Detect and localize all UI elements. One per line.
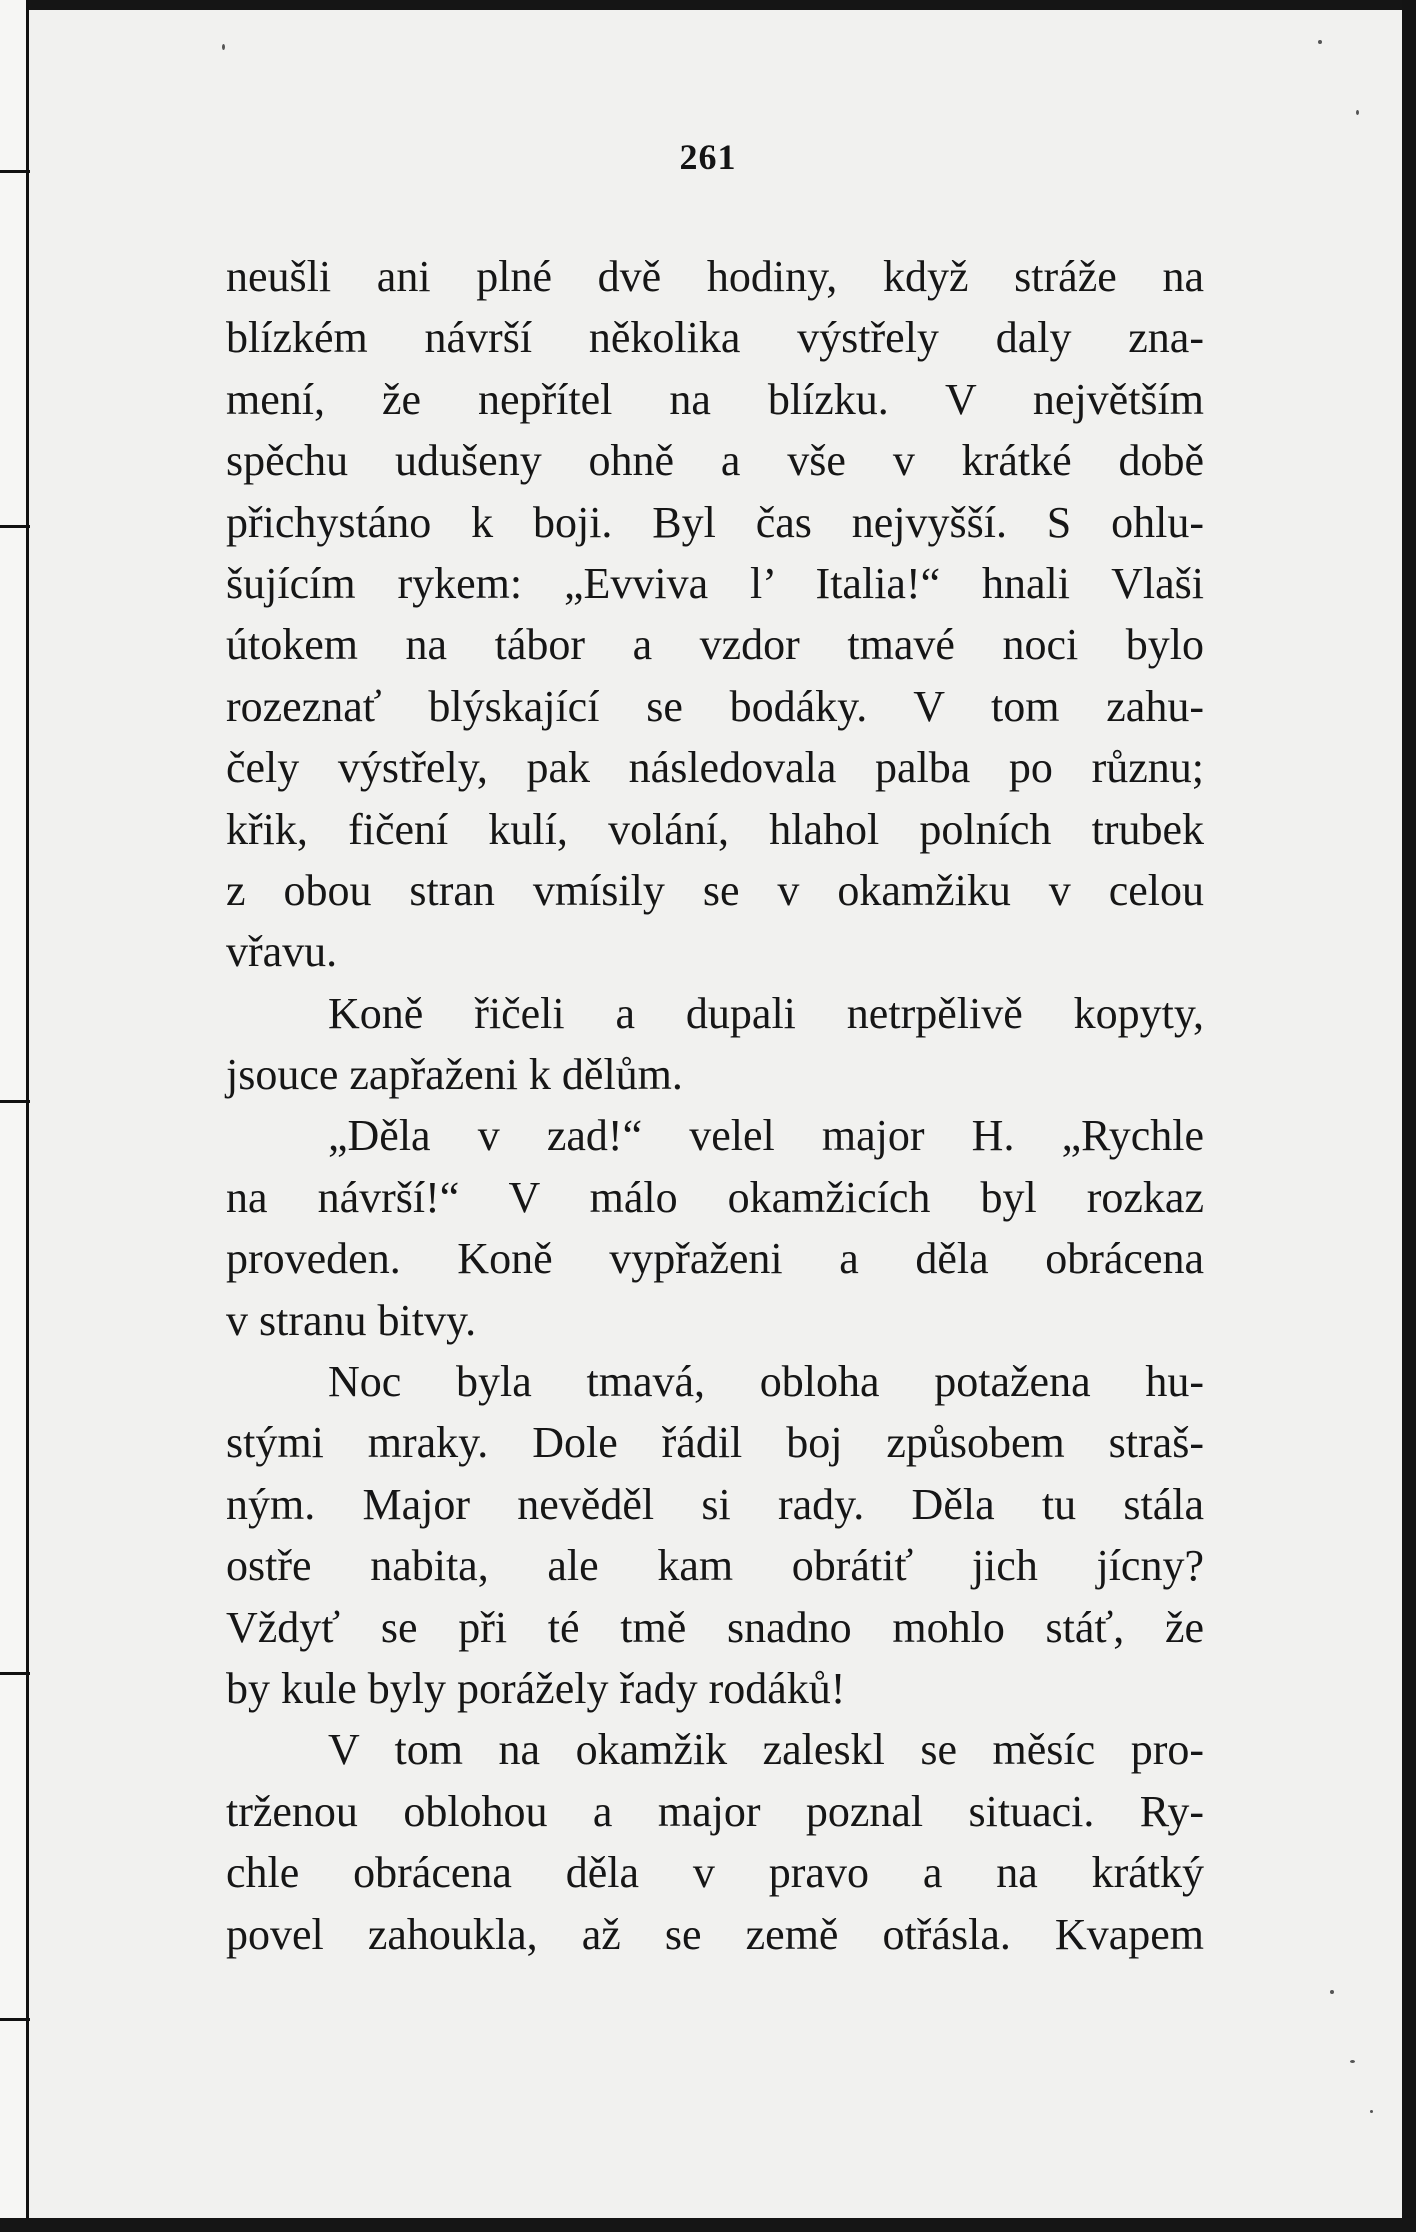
text-line: blízkém návrší několika výstřely daly zna- [226, 313, 1204, 363]
text-line: mení, že nepřítel na blízku. V největším [226, 374, 1204, 424]
spine-mark [0, 1672, 30, 1675]
text-line: jsouce zapřaženi k dělům. [226, 1050, 683, 1100]
text-line: vřavu. [226, 927, 338, 977]
text-line: povel zahoukla, až se země otřásla. Kvapem [226, 1909, 1204, 1959]
text-line: trženou oblohou a major poznal situaci. Ry- [226, 1786, 1204, 1836]
text-line: Koně řičeli a dupali netrpělivě kopyty, [328, 988, 1204, 1038]
text-line: přichystáno k boji. Byl čas nejvyšší. S ohlu- [226, 497, 1204, 547]
text-line: ostře nabita, ale kam obrátiť jich jícny? [226, 1541, 1204, 1591]
paper-speck [1330, 1990, 1334, 1994]
text-line: v stranu bitvy. [226, 1295, 477, 1345]
text-line: útokem na tábor a vzdor tmavé noci bylo [226, 620, 1204, 670]
spine-mark [0, 1100, 30, 1103]
text-line: na návrší!“ V málo okamžicích byl rozkaz [226, 1172, 1204, 1222]
book-spine-edge [0, 0, 29, 2232]
text-line: proveden. Koně vypřaženi a děla obrácena [226, 1234, 1204, 1284]
text-line: čely výstřely, pak následovala palba po různu; [226, 743, 1204, 793]
spine-mark [0, 525, 30, 528]
spine-mark [0, 2018, 30, 2021]
text-line: ným. Major nevěděl si rady. Děla tu stála [226, 1479, 1204, 1529]
text-line: spěchu udušeny ohně a vše v krátké době [226, 436, 1204, 486]
text-line: stými mraky. Dole řádil boj způsobem straš- [226, 1418, 1204, 1468]
text-line: V tom na okamžik zaleskl se měsíc pro- [328, 1725, 1204, 1775]
text-line: šujícím rykem: „Evviva l’ Italia!“ hnali Vlaši [226, 558, 1204, 608]
paper-speck [1318, 40, 1322, 44]
text-line: Noc byla tmavá, obloha potažena hu- [328, 1357, 1204, 1407]
page-number: 261 [679, 137, 737, 177]
scan-border-bottom [0, 2218, 1416, 2232]
text-line: křik, fičení kulí, volání, hlahol polních trubek [226, 804, 1204, 854]
text-line: rozeznať blýskající se bodáky. V tom zahu- [226, 681, 1204, 731]
paper-speck [1350, 2060, 1355, 2063]
text-line: z obou stran vmísily se v okamžiku v celou [226, 865, 1204, 915]
text-line: chle obrácena děla v pravo a na krátký [226, 1848, 1204, 1898]
text-line: Vždyť se při té tmě snadno mohlo stáť, že [226, 1602, 1204, 1652]
paper-speck [222, 44, 225, 50]
paper-speck [1356, 110, 1359, 115]
paper-speck [1370, 2110, 1373, 2113]
scan-border-top [0, 0, 1416, 10]
text-line: neušli ani plné dvě hodiny, když stráže na [226, 252, 1204, 301]
text-line: „Děla v zad!“ velel major H. „Rychle [328, 1111, 1204, 1161]
text-line: by kule byly porážely řady rodáků! [226, 1663, 846, 1713]
scan-border-right [1402, 0, 1416, 2232]
body-text [226, 246, 1204, 1965]
